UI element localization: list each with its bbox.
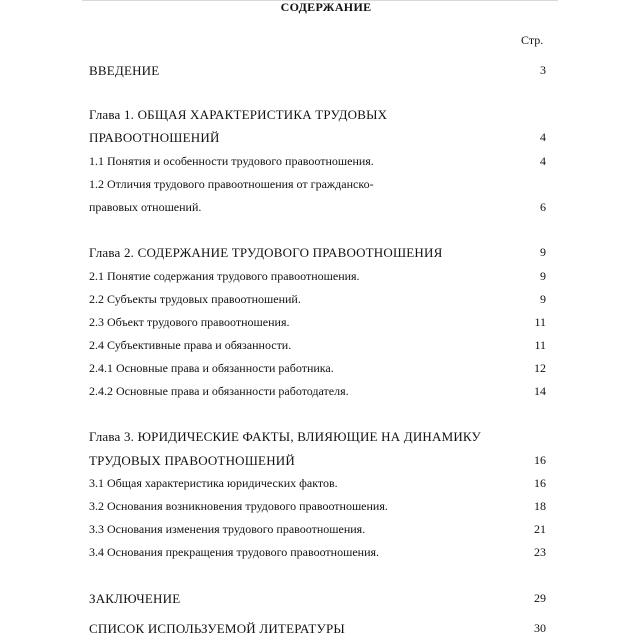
toc-entry-text: 2.4.2 Основные права и обязанности работодателя. xyxy=(89,384,349,398)
toc-entry-page: 9 xyxy=(540,292,546,306)
toc-entry-page: 11 xyxy=(534,315,546,329)
toc-entry-page: 11 xyxy=(534,338,546,352)
toc-entry-text: Глава 3. ЮРИДИЧЕСКИЕ ФАКТЫ, ВЛИЯЮЩИЕ НА ДИНАМИКУ xyxy=(89,429,481,444)
toc-entry-text: правовых отношений. xyxy=(89,200,202,214)
toc-entry-page: 23 xyxy=(534,545,546,559)
toc-entry-page: 16 xyxy=(534,453,546,467)
toc-entry-text: Глава 2. СОДЕРЖАНИЕ ТРУДОВОГО ПРАВООТНОШЕНИЯ xyxy=(89,245,443,260)
toc-entry-text: Глава 1. ОБЩАЯ ХАРАКТЕРИСТИКА ТРУДОВЫХ xyxy=(89,107,388,122)
toc-entry-text: 1.2 Отличия трудового правоотношения от гражданско- xyxy=(89,177,374,191)
toc-entry-text: ТРУДОВЫХ ПРАВООТНОШЕНИЙ xyxy=(89,453,295,468)
toc-entry-page: 18 xyxy=(534,499,546,513)
toc-entry-text: 1.1 Понятия и особенности трудового правоотношения. xyxy=(89,154,374,168)
toc-entry-text: 3.1 Общая характеристика юридических фактов. xyxy=(89,476,338,490)
toc-entry-text: ВВЕДЕНИЕ xyxy=(89,63,160,78)
toc-entry-text: 2.4.1 Основные права и обязанности работника. xyxy=(89,361,334,375)
toc-entry-page: 9 xyxy=(540,245,546,259)
toc-entry-page: 4 xyxy=(540,130,546,144)
toc-title: СОДЕРЖАНИЕ xyxy=(280,0,372,14)
toc-entry-text: 2.1 Понятие содержания трудового правоотношения. xyxy=(89,269,360,283)
toc-entry-page: 30 xyxy=(534,621,546,635)
toc-entry-text: 2.2 Субъекты трудовых правоотношений. xyxy=(89,292,301,306)
page-column-header: Стр. xyxy=(521,33,544,47)
toc-entry-page: 14 xyxy=(534,384,546,398)
toc-entry-page: 12 xyxy=(534,361,546,375)
toc-entry-page: 6 xyxy=(540,200,546,214)
toc-entry-text: 3.3 Основания изменения трудового правоотношения. xyxy=(89,522,366,536)
toc-entry-page: 3 xyxy=(540,63,546,77)
toc-entry-text: ПРАВООТНОШЕНИЙ xyxy=(89,130,220,145)
toc-entry-page: 4 xyxy=(540,154,546,168)
toc-entry-text: 2.4 Субъективные права и обязанности. xyxy=(89,338,292,352)
toc-entry-text: ЗАКЛЮЧЕНИЕ xyxy=(89,591,181,606)
toc-entry-page: 9 xyxy=(540,269,546,283)
toc-entry-text: 2.3 Объект трудового правоотношения. xyxy=(89,315,290,329)
toc-entry-page: 16 xyxy=(534,476,546,490)
toc-entry-text: СПИСОК ИСПОЛЬЗУЕМОЙ ЛИТЕРАТУРЫ xyxy=(89,621,345,636)
toc-entry-page: 29 xyxy=(534,591,546,605)
toc-entry-page: 21 xyxy=(534,522,546,536)
toc-entry-text: 3.4 Основания прекращения трудового правоотношения. xyxy=(89,545,380,559)
toc-entry-text: 3.2 Основания возникновения трудового правоотношения. xyxy=(89,499,388,513)
